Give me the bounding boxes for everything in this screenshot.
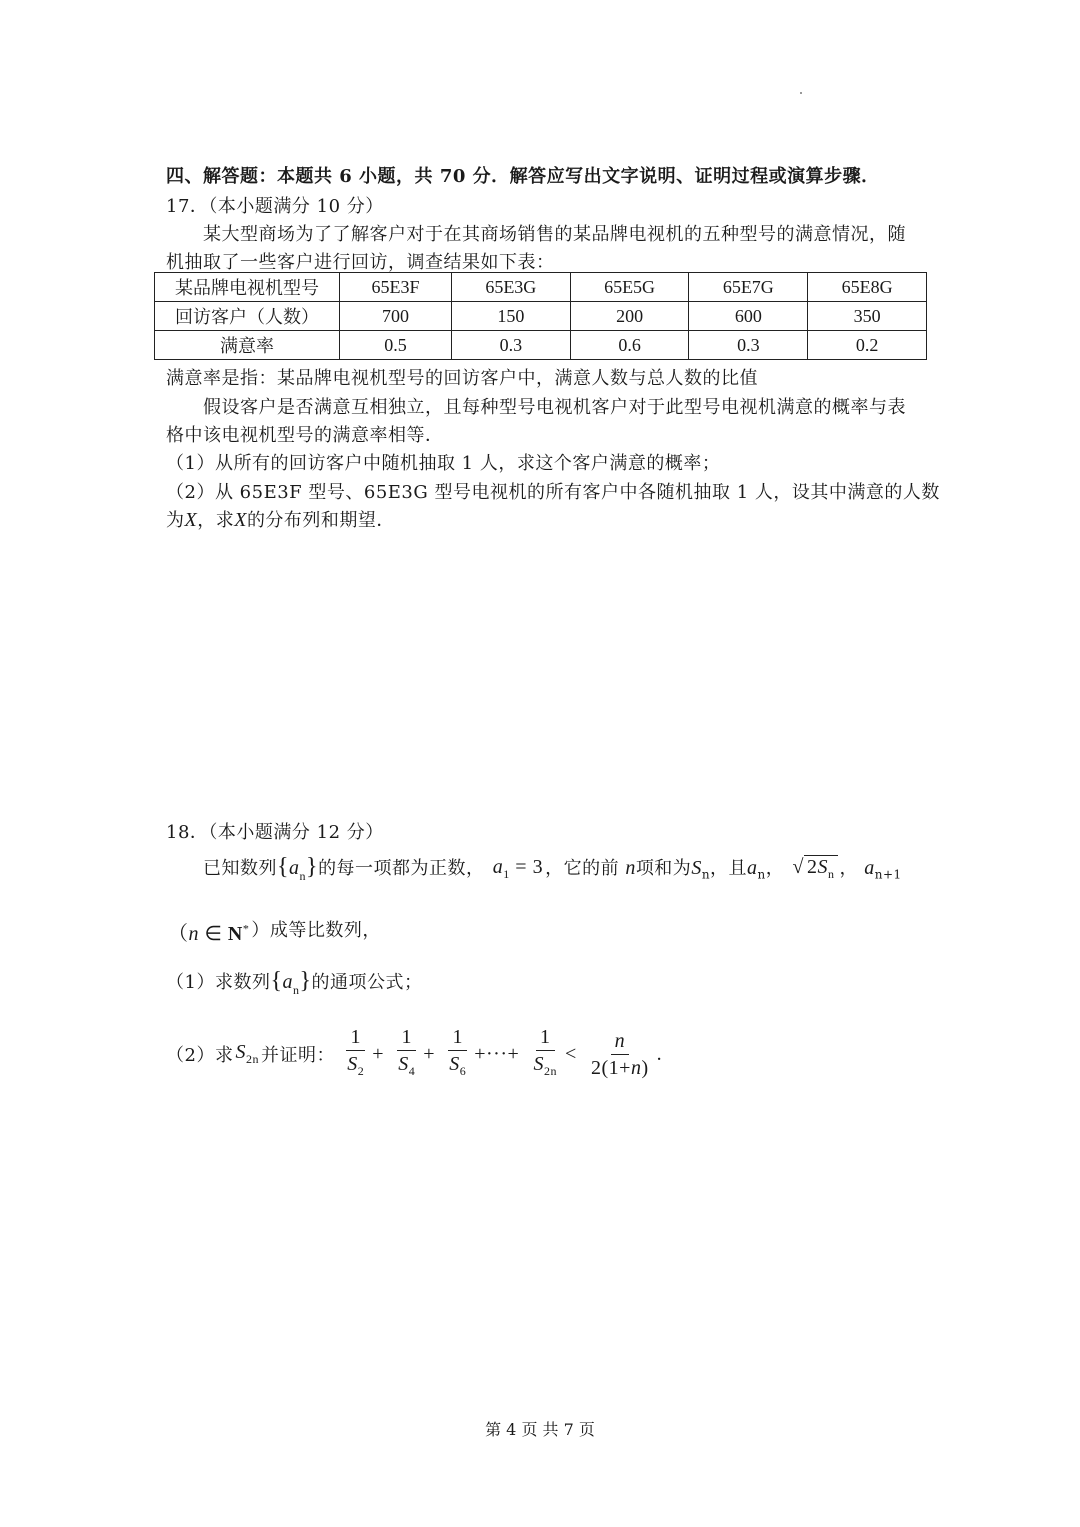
- sqrt-formula: √ $2S_n$: [793, 856, 838, 882]
- survey-table: [154, 272, 927, 360]
- table-cell: 0.6: [570, 331, 689, 360]
- table-cell: 0.3: [689, 331, 808, 360]
- q17-assume-line1: 假设客户是否满意互相独立，且每种型号电视机客户对于此型号电视机满意的概率与表: [203, 397, 906, 418]
- table-row: [155, 273, 927, 302]
- table-cell: 0.5: [340, 331, 452, 360]
- q18-line1: 已知数列$\{a_n\}$的每一项都为正数， $a_1 = 3$ ，它的前 n项和为$S_n$，且$a_n$， √ $2S_n$ ， $a_{n+1}$: [203, 854, 902, 883]
- scan-speck: [800, 92, 802, 94]
- q18-part2: （2）求 $S_{2n}$ 并证明： $\frac{1}{S_2}$ + $\frac{1}{S_4}$ + $\frac{1}{S_6}$ +···+ $\frac{1}{S_{2n}}$ < $\frac{n}{2(1+n)}$ .: [166, 1026, 663, 1079]
- table-cell: 65E8G: [808, 273, 927, 302]
- q17-part1: （1）从所有的回访客户中随机抽取 1 人，求这个客户满意的概率；: [166, 453, 721, 474]
- var-Sn: S: [691, 857, 702, 879]
- table-row: [155, 302, 927, 331]
- table-cell: 700: [340, 302, 452, 331]
- table-cell: 65E7G: [689, 273, 808, 302]
- q17-assume-line2: 格中该电视机型号的满意率相等．: [166, 425, 444, 446]
- table-cell: 0.3: [451, 331, 570, 360]
- table-cell: 350: [808, 302, 927, 331]
- table-cell: 某品牌电视机型号: [155, 273, 340, 302]
- initial-term-formula: $a_1 = 3$: [492, 856, 544, 881]
- table-row: [155, 331, 927, 360]
- q17-intro-line1: 某大型商场为了了解客户对于在其商场销售的某品牌电视机的五种型号的满意情况，随: [203, 224, 906, 245]
- table-cell: 600: [689, 302, 808, 331]
- page-number: 第 4 页 共 7 页: [485, 1420, 595, 1439]
- q17-part2-line2: 为X，求X的分布列和期望．: [166, 509, 395, 531]
- var-n: n: [625, 857, 636, 879]
- sequence-formula: $\{a_n\}$: [277, 854, 319, 883]
- q18-part1: （1）求数列$\{a_n\}$的通项公式；: [166, 968, 423, 997]
- q17-title: 17．（本小题满分 10 分）: [166, 196, 384, 217]
- var-an1: a: [864, 857, 875, 879]
- q18-title: 18．（本小题满分 12 分）: [166, 822, 384, 843]
- q17-part2-line1: （2）从 65E3F 型号、65E3G 型号电视机的所有客户中各随机抽取 1 人，设其中满意的人数: [166, 482, 940, 503]
- inequality-formula: $\frac{1}{S_2}$ + $\frac{1}{S_4}$ + $\frac{1}{S_6}$ +···+ $\frac{1}{S_{2n}}$ < $\frac{n}{2(1+n)}$ .: [347, 1026, 663, 1079]
- table-cell: 65E5G: [570, 273, 689, 302]
- domain-formula: （n ∈ N*: [168, 920, 250, 945]
- q17-note: 满意率是指：某品牌电视机型号的回访客户中，满意人数与总人数的比值: [166, 368, 758, 389]
- var-S2n: $S_{2n}$: [235, 1041, 259, 1066]
- table-cell: 65E3F: [340, 273, 452, 302]
- table-cell: 200: [570, 302, 689, 331]
- table-cell: 0.2: [808, 331, 927, 360]
- sequence-formula: $\{a_n\}$: [270, 968, 312, 997]
- table-cell: 满意率: [155, 331, 340, 360]
- table-cell: 回访客户（人数）: [155, 302, 340, 331]
- q18-line2: （n ∈ N* ）成等比数列，: [168, 920, 381, 945]
- var-an: a: [747, 857, 758, 879]
- table-cell: 65E3G: [451, 273, 570, 302]
- q17-intro-line2: 机抽取了一些客户进行回访，调查结果如下表：: [166, 252, 555, 273]
- section-heading: 四、解答题：本题共 6 小题，共 70 分．解答应写出文字说明、证明过程或演算步骤．: [166, 166, 880, 187]
- table-cell: 150: [451, 302, 570, 331]
